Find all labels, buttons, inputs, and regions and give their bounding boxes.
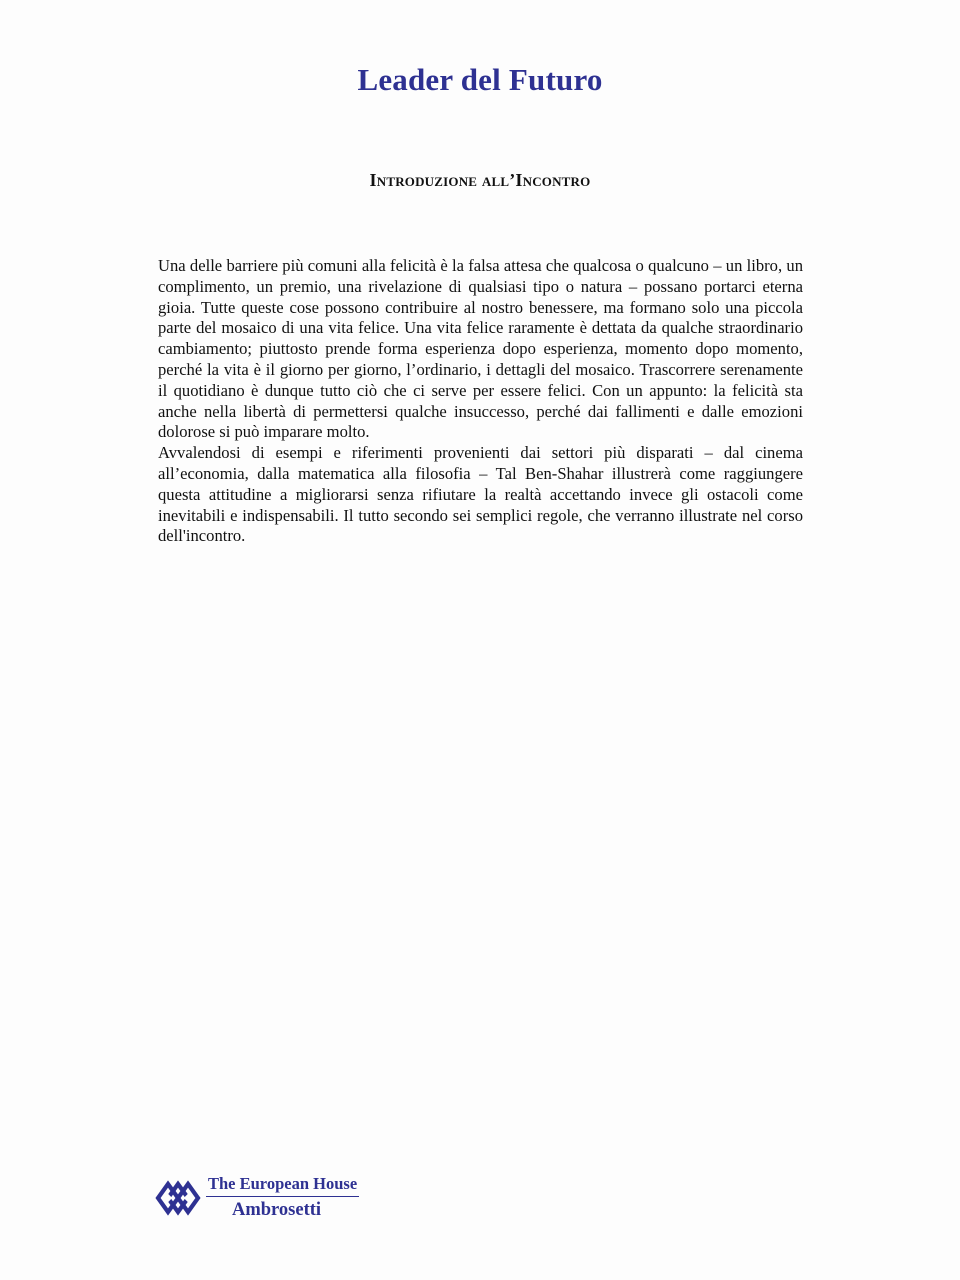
document-title: Leader del Futuro <box>357 62 603 97</box>
footer-logo <box>154 1174 359 1221</box>
paragraph: Avvalendosi di esempi e riferimenti provenienti dai settori più disparati – dal cinema all’economia, dalla matematica alla filosofia – Tal Ben-Shahar illustrerà come raggiungere questa attitudine a migliorarsi senza rifiutare la realtà accettando invece gli ostacoli come inevitabili e indispensabili. Il tutto secondo sei semplici regole, che verranno illustrate nel corso dell'incontro. <box>158 443 803 546</box>
logo-line-1: The European House <box>206 1174 359 1197</box>
paragraph: Una delle barriere più comuni alla felicità è la falsa attesa che qualcosa o qualcuno – un libro, un complimento, un premio, una rivelazione di qualsiasi tipo o natura – possano portarci eterna gioia. Tutte queste cose possono contribuire al nostro benessere, ma formano solo una piccola parte del mosaico di una vita felice. Una vita felice raramente è dettata da qualche straordinario cambiamento; piuttosto prende forma esperienza dopo esperienza, momento dopo momento, perché la vita è il giorno per giorno, l’ordinario, i dettagli del mosaico. Trascorrere serenamente il quotidiano è dunque tutto ciò che ci serve per essere felici. Con un appunto: la felicità sta anche nella libertà di permettersi qualche insuccesso, perché dai fallimenti e dalle emozioni dolorose si può imparare molto. <box>158 256 803 442</box>
logo-wordmark <box>206 1174 359 1221</box>
logo-line-2: Ambrosetti <box>232 1200 322 1220</box>
body-text <box>158 256 803 547</box>
section-title: Introduzione all’Incontro <box>369 170 591 190</box>
european-house-logo-icon <box>154 1178 202 1218</box>
